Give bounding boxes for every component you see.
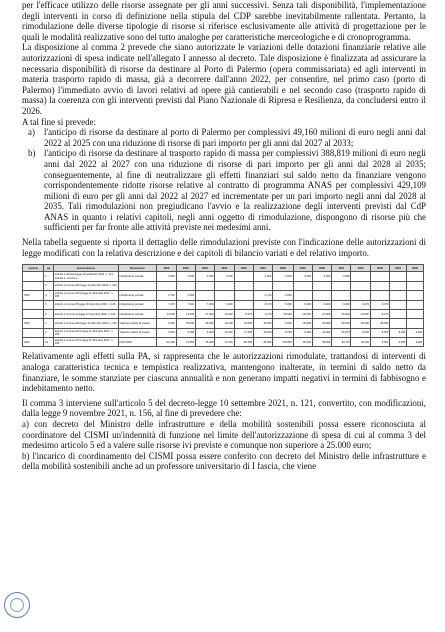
table-cell [234,272,253,281]
table-cell: 5.000 [195,328,214,337]
table-cell: 80.000 [293,338,312,347]
table-header-cell: 2024 [195,265,214,272]
table-cell [157,281,176,290]
table-cell: 5.000 [370,338,389,347]
table-cell [370,281,389,290]
table-cell: -16.000 [351,309,370,318]
table-cell [370,291,389,300]
table-row [23,291,424,300]
table-cell: -2.000 [312,272,331,281]
table-cell: -5.000 [293,300,312,309]
table-cell [118,281,157,290]
table-cell: -26.000 [293,309,312,318]
table-cell [23,281,44,290]
list-item-label: a) [28,127,35,138]
table-header-cell: 2029 [293,265,312,272]
table-header-cell: capitolo [23,265,44,272]
table-cell: articolo 1 comma 1072 legge 27 dicembre 2017, n. 205 [54,328,119,337]
table-cell [407,300,424,309]
table-cell: -6.470 [351,300,370,309]
table-header-cell: 2033 [370,265,389,272]
table-cell [390,300,407,309]
table-row [23,328,424,337]
table-cell [312,281,331,290]
table-row [23,281,424,290]
table-cell [407,319,424,328]
table-cell: 7.000 [195,300,214,309]
table-cell: -1.720 [253,291,272,300]
table-cell: -43.190 [157,338,176,347]
table-cell [293,281,312,290]
table-cell: -70.100 [215,338,234,347]
table-cell: -5.000 [273,300,293,309]
table-cell: 2.000 [176,272,195,281]
table-cell: -30.000 [312,319,331,328]
table-row [23,338,424,347]
table-cell [234,291,253,300]
table-cell: -6.000 [312,300,331,309]
table-cell: 17.000 [234,328,253,337]
table-cell: Infrastrutture portuali [118,272,157,281]
table-cell: -5.000 [293,328,312,337]
table-cell: 32.000 [215,319,234,328]
table-cell [253,281,272,290]
table-cell [390,291,407,300]
table-cell: -73.650 [176,338,195,347]
table-cell: 95.000 [312,338,331,347]
table-cell: -16.000 [332,309,351,318]
table-header-cell: pg [44,265,54,272]
table-cell: 4 [44,291,54,300]
table-cell: 27.000 [195,309,214,318]
table-cell: 35.000 [351,338,370,347]
table-cell [390,319,407,328]
table-cell: articolo 1 comma 14 legge 27 dicembre 2019, n. 160 [54,309,119,318]
table-cell: -2.000 [293,272,312,281]
table-row [23,300,424,309]
table-cell: 10 [44,338,54,347]
table-header-cell: 2030 [312,265,331,272]
paragraph-point-a: a) con decreto del Ministro delle infrastrutture e della mobilità sostenibili possa essere riconosciuta al coordinatore del CISMI un'indennità di funzione nel limite dell'autorizzazione di spesa di cui al comma 3 del medesimo articolo 5 ed a valere sulle risorse ivi previste e comunque non superiore a 25.000 euro; [22,419,426,451]
rimodulazioni-table [22,264,424,347]
table-cell [351,291,370,300]
table-header-cell: 2035 [407,265,424,272]
table-cell: 7400 [23,319,44,328]
table-cell: 175.000 [273,338,293,347]
table-cell: -6.000 [273,319,293,328]
table-cell: 7002 [23,338,44,347]
table-cell: -6.470 [370,300,389,309]
table-cell: 30.000 [253,328,272,337]
table-cell [234,300,253,309]
ministry-seal-icon [4,592,30,618]
table-cell: articolo 1 decreto-legge 10 settembre 2021, n. 121, articolo 1, comma 1 [54,272,119,281]
table-cell: CdP ANAS [118,338,157,347]
table-cell: -30.000 [332,319,351,328]
table-header-row [23,265,424,272]
table-row [23,319,424,328]
table-cell: 2 [44,272,54,281]
provisions-list [22,127,426,233]
table-cell: Infrastrutture portuali [118,291,157,300]
table-cell: -16.670 [332,328,351,337]
table-row [23,272,424,281]
paragraph-efficace: per l'efficace utilizzo delle risorse assegnate per gli anni successivi. Senza tali disponibilità, l'implementazione degli interventi in corso di definizione nella stipula del CDP sarebbe inevitabilmente rallentata. Pertanto, la rimodulazione delle diverse tipologie di risorse si riferisce esclusivamente alle attività di progettazione per le quali le modalità realizzative sono del tutto analoghe per caratteristiche merceologiche e di cronoprogramma. [22,0,426,42]
table-cell: -46.000 [253,338,272,347]
table-cell: Trasporto rapido di massa [118,319,157,328]
table-cell: 7.000 [176,300,195,309]
table-cell: -2.000 [332,272,351,281]
table-cell: 26.000 [195,319,214,328]
table-cell [215,281,234,290]
table-cell: -30.000 [293,319,312,328]
table-cell: 8.270 [234,309,253,318]
table-cell: -5.000 [351,328,370,337]
table-cell: 2.000 [195,272,214,281]
table-cell [23,272,44,281]
table-cell [351,272,370,281]
table-cell: 2.000 [215,272,234,281]
table-header-cell: 2031 [332,265,351,272]
table-cell [176,281,195,290]
table-cell: 26.000 [176,319,195,328]
table-header-cell: 2034 [390,265,407,272]
table-cell [390,272,407,281]
table-header-cell: 2026 [234,265,253,272]
table-cell: -5.000 [273,328,293,337]
document-page [22,0,426,472]
table-cell: 30.000 [253,319,272,328]
table-cell [23,300,44,309]
table-cell [273,281,293,290]
table-cell: 3 [44,281,54,290]
table-cell [234,281,253,290]
table-cell [195,291,214,300]
table-cell: articolo 1 comma 95 legge 30 dicembre 2018, n. 145 [54,300,119,309]
table-cell [23,309,44,318]
table-cell: Infrastrutture portuali [118,300,157,309]
table-header-cell: 2022 [157,265,176,272]
table-cell [390,309,407,318]
table-header-cell: Autorizzazione [54,265,119,272]
table-cell [407,309,424,318]
table-cell: 15.000 [215,328,234,337]
table-cell: 5.000 [157,328,176,337]
table-cell: 7.470 [157,300,176,309]
table-header-cell: 2028 [273,265,293,272]
table-cell: 5.000 [176,328,195,337]
table-cell: articolo 1 comma 1072 legge 27 dicembre 2017, n. 205 [54,291,119,300]
table-cell: -6.000 [332,300,351,309]
table-cell: 2.720 [157,291,176,300]
table-cell: -28.000 [370,319,389,328]
table-cell: -27.000 [312,309,331,318]
list-item-text: l'anticipo di risorse da destinare al trasporto rapido di massa per complessivi 388,819 milioni di euro negli anni dal 2022 al 2027 con una riduzione di risorse di pari importo per gli anni dal 2028 al 2035; conseguentemente, al fine di neutralizzare gli effetti finanziari sul saldo netto da finanziare vengono corrispondentemente ridotte risorse relative al contratto di programma ANAS per complessivi 429,109 milioni di euro per gli anni dal 2022 al 2027 ed incrementate per un pari importo negli anni dal 2028 al 2035. Tali rimodulazioni non pregiudicano l'avvio e la realizzazione degli interventi previsti dal CdP ANAS in quanto i relativi capitoli, negli anni oggetto di rimodulazione, dispongono di risorse più che sufficienti per far fronte alle attività previste nei medesimi anni. [44,148,426,233]
table-cell [332,281,351,290]
table-cell: 5 [44,300,54,309]
table-cell: -30.000 [351,319,370,328]
table-cell: articolo 1 comma 140 legge 11 dicembre 2016, n. 232 [54,281,119,290]
table-cell: 32.000 [234,319,253,328]
paragraph-table-intro: Nella tabella seguente si riporta il dettaglio delle rimodulazioni previste con l'indicazione delle autorizzazioni di legge modificati con la relativa descrizione e dei capitoli di bilancio variati e del relativo importo. [22,237,426,258]
table-cell: 3.000 [390,338,407,347]
table-cell: Trasporto rapido di massa [118,328,157,337]
table-header-cell: 2032 [351,265,370,272]
table-cell: 16.000 [215,309,234,318]
table-cell: 0.270 [253,309,272,318]
table-cell [407,272,424,281]
table-cell: -2.000 [253,272,272,281]
table-cell: -11.000 [312,328,331,337]
table-cell: 80.170 [332,338,351,347]
table-cell [215,291,234,300]
table-cell [293,291,312,300]
table-cell: 2 [44,319,54,328]
paragraph-a-tal-fine: A tal fine si prevede: [22,116,96,127]
table-header-cell: 2023 [176,265,195,272]
table-cell: articolo 1 comma 1072 legge 27 dicembre 2017, n. 205 [54,338,119,347]
list-item [22,127,426,148]
table-header-cell: 2027 [253,265,272,272]
table-cell [370,272,389,281]
table-cell: -2.000 [273,272,293,281]
table-cell [195,281,214,290]
paragraph-point-b: b) l'incarico di coordinamento del CISMI possa essere conferito con decreto del Ministro delle infrastrutture e della mobilità sostenibili anche ad un professore universitario di I fascia, che viene [22,450,426,472]
table-cell: -80.000 [234,338,253,347]
table-cell: 2.000 [157,272,176,281]
table-cell: -5.000 [390,328,407,337]
table-cell [407,291,424,300]
table-cell: Infrastrutture portuali [118,309,157,318]
table-cell: -2.600 [273,291,293,300]
table-cell: 7905 [23,291,44,300]
table-cell [332,291,351,300]
table-cell: 6.000 [157,319,176,328]
table-cell: 3 [44,328,54,337]
table-cell [390,281,407,290]
table-cell [351,281,370,290]
table-cell: -75.400 [195,338,214,347]
table-cell: -5.000 [370,328,389,337]
list-item [22,148,426,233]
paragraph-effetti-pa: Relativamente agli effetti sulla PA, si rappresenta che le autorizzazioni rimodulate, trattandosi di interventi di analoga caratteristica tecnica e tempistica realizzativa, mantengono inalterate, in termini di saldo netto da finanziare, le somme stanziate per ciascuna annualità e non generano impatti negativi in termini di fabbisogno e indebitamento netto. [22,351,426,394]
paragraph-comma-3: Il comma 3 interviene sull'articolo 5 del decreto-legge 10 settembre 2021, n. 121, convertito, con modificazioni, dalla legge 9 novembre 2021, n. 156, al fine di prevedere che: [22,397,426,419]
table-cell [407,281,424,290]
table-cell: -5.470 [253,300,272,309]
table-cell [312,291,331,300]
table-cell: 6 [44,309,54,318]
table-header-cell: Descrizione [118,265,157,272]
table-cell: 2.600 [176,291,195,300]
table-cell: 6.000 [215,300,234,309]
table-cell: 14.000 [157,309,176,318]
list-item-text: l'anticipo di risorse da destinare al porto di Palermo per complessivi 49,160 milioni di euro negli anni dal 2022 al 2025 con una riduzione di risorse di pari importo per gli anni dal 2027 al 2033; [44,127,426,148]
table-cell: -26.000 [273,309,293,318]
table-cell: -6.270 [370,309,389,318]
table-cell [23,328,44,337]
table-cell: 3.000 [407,338,424,347]
table-header-cell: 2025 [215,265,234,272]
table-row [23,309,424,318]
list-item-label: b) [28,148,36,159]
table-cell: 13.000 [176,309,195,318]
paragraph-comma-2: La disposizione al comma 2 prevede che siano autorizzate le variazioni delle dotazioni finanziarie relative alle autorizzazioni di spesa indicate nell'allegato I annesso al decreto. Tale disposizione è finalizzata ad assicurare la necessaria disponibilità di risorse da destinare al Porto di Palermo (opera commissariata) ed agli interventi in materia trasporto rapido di massa, già a decorrere dall'anno 2022, per consentire, nel primo caso (porto di Palermo) l'immediato avvio di lavori relativi ad opere già cantierabili e nel secondo caso (trasporto rapido di massa) la coerenza con gli interventi previsti dal Piano Nazionale di Ripresa e Resilienza, da concludersi entro il 2026. [22,42,426,116]
table-cell: articolo 1 comma 140 legge 11 dicembre 2016, n. 232 [54,319,119,328]
table-cell: -3.000 [407,328,424,337]
